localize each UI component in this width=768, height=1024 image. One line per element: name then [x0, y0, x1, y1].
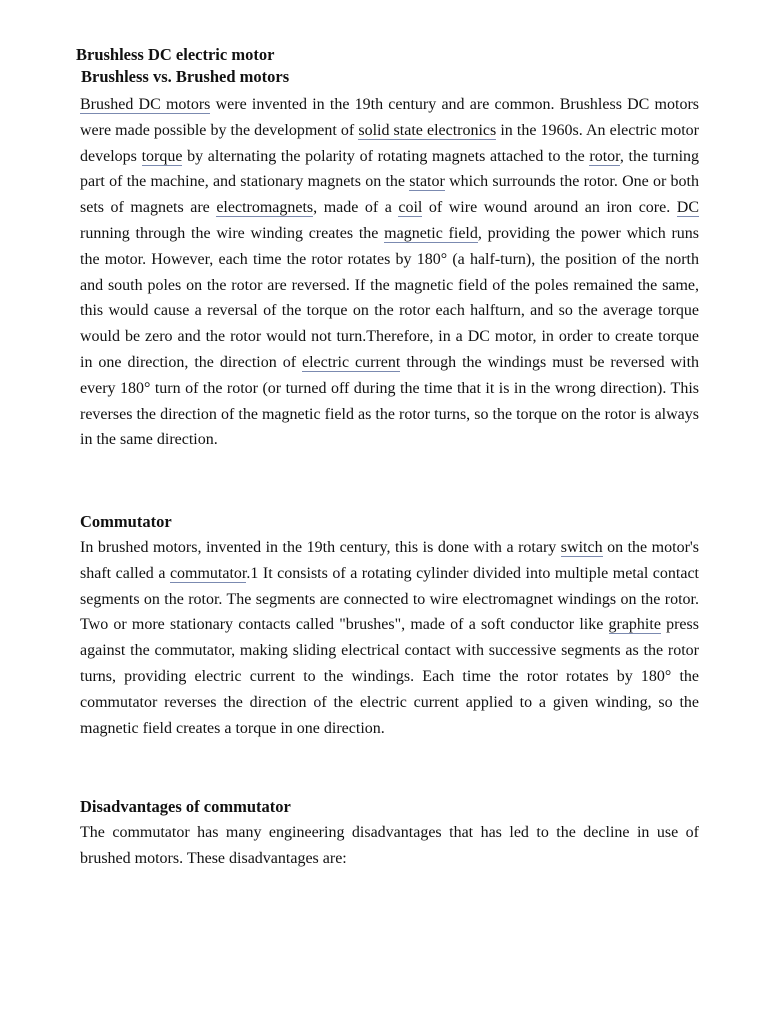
text-run: through the windings must be reversed with every 180° turn of the rotor (or turned off during the time that it is in the wrong direction). This reverses the direction of the magnetic field as the rotor turns, so the torque on the rotor is always in the same direction. — [80, 353, 700, 449]
text-link[interactable]: switch — [560, 539, 603, 556]
text-link[interactable]: stator — [409, 173, 445, 191]
text-link[interactable]: commutator — [169, 564, 247, 582]
text-run: press against the commutator, making sliding electrical contact with successive segments as the rotor turns, providing electric current to the windings. Each time the rotor rotates by 180° the commutator reverses the direction of the electric current applied to a given winding, so the magnetic field creates a torque in one direction. — [80, 616, 699, 737]
section-heading-disadvantages: Disadvantages of commutator — [80, 797, 291, 816]
text-run: The commutator has many engineering disadvantages that has led to the decline in use of brushed motors. These disadvantages are: — [80, 824, 699, 867]
text-run: in the 1960s. An electric motor develops — [80, 121, 699, 165]
text-link[interactable]: magnetic field — [384, 224, 478, 242]
text-link[interactable]: torque — [141, 147, 183, 165]
paragraph-brushless-vs-brushed — [80, 92, 699, 453]
document-title: Brushless DC electric motor — [76, 45, 275, 64]
text-link[interactable]: coil — [398, 199, 423, 217]
text-link[interactable]: Brushed DC motors — [80, 96, 211, 113]
section-heading-brushless-vs-brushed: Brushless vs. Brushed motors — [81, 67, 290, 86]
text-run: were invented in the 19th century and are common. Brushless DC motors were made possible by the development of — [80, 96, 700, 139]
text-run: which surrounds the rotor. One or both sets of magnets are — [80, 173, 699, 217]
text-run: of wire wound around an iron core. — [422, 199, 677, 217]
text-link[interactable]: graphite — [608, 616, 661, 634]
text-link[interactable]: rotor — [589, 147, 620, 165]
text-run: running through the wire winding creates the — [80, 224, 385, 242]
text-link[interactable]: DC — [676, 199, 699, 217]
text-run: In brushed motors, invented in the 19th century, this is done with a rotary — [80, 539, 561, 556]
paragraph-disadvantages — [80, 820, 699, 872]
text-run: on the motor's shaft called a — [80, 539, 700, 582]
text-run: .1 It consists of a rotating cylinder divided into multiple metal contact segments on the rotor. The segments are connected to wire electromagnet windings on the rotor. Two or more stationary contacts called "brushes", made of a soft conductor like — [80, 564, 699, 634]
text-link[interactable]: solid state electronics — [358, 121, 497, 139]
paragraph-commutator — [80, 535, 699, 741]
text-run: by alternating the polarity of rotating magnets attached to the — [182, 147, 590, 165]
text-run: , the turning part of the machine, and stationary magnets on the — [80, 147, 700, 191]
text-run: , made of a — [313, 199, 399, 217]
text-link[interactable]: electromagnets — [216, 199, 314, 217]
section-heading-commutator: Commutator — [80, 512, 172, 531]
text-run: , providing the power which runs the motor. However, each time the rotor rotates by 180° (a half-turn), the position of the north and south poles on the rotor are reversed. If the magnetic field of the poles remained the same, this would cause a reversal of the torque on the rotor each halfturn, and so the average torque would be zero and the rotor would not turn.Therefore, in a DC motor, in order to create torque in one direction, the direction of — [80, 224, 700, 371]
text-link[interactable]: electric current — [302, 353, 401, 371]
